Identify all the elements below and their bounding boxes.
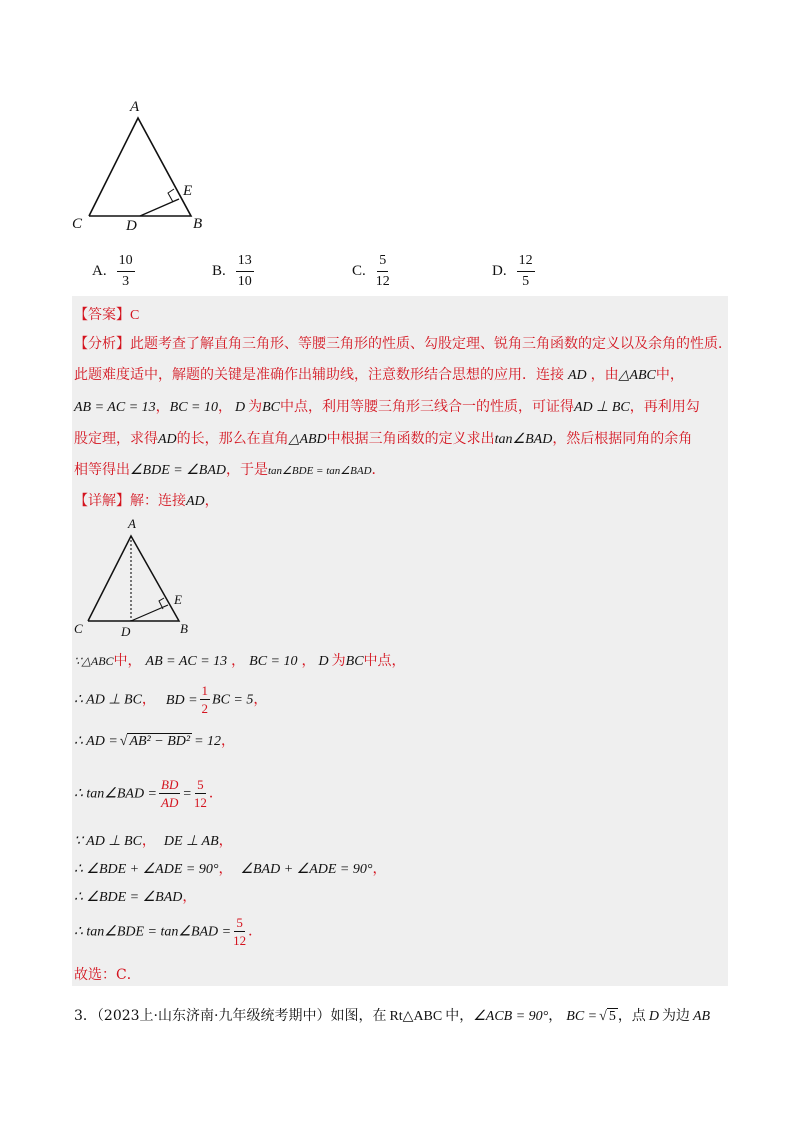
q3-math-2: ∠ACB = 90° [473, 1009, 549, 1024]
analysis-math-2b: AD [568, 368, 587, 383]
step-4-num: BD [161, 777, 179, 792]
option-b-num: 13 [236, 254, 254, 272]
step-2-math-c: BD = [165, 692, 198, 708]
step-4-end: ． [208, 785, 223, 802]
sqrt-sign: √ [119, 734, 128, 749]
step-8-den: 12 [233, 933, 247, 948]
step-2 [74, 684, 267, 715]
conclusion-text: 故选：C． [74, 967, 141, 983]
analysis-line-5 [74, 459, 386, 479]
analysis-tag: 【分析】 [74, 336, 130, 352]
step-7 [74, 886, 196, 906]
step-7-math-a: ∴ ∠BDE = ∠BAD [74, 890, 183, 905]
step-1-math-c: AB = AC = 13 [145, 654, 228, 669]
detail-tag: 【详解】 [74, 493, 130, 509]
q3-text-1: 中， [445, 1008, 474, 1024]
step-2-text-e: ， [253, 691, 268, 708]
option-b-label: B. [212, 263, 226, 279]
step-6-text-d: ， [372, 861, 387, 877]
step-1-math-a: ∵△ABC [74, 654, 114, 668]
detail-intro-math: AD [186, 494, 205, 509]
step-3-text-c: ， [221, 733, 236, 749]
step-2-fraction [200, 684, 211, 715]
q3-number: 3． [74, 1008, 97, 1024]
fig1-label-b: B [193, 216, 203, 232]
option-d[interactable] [492, 254, 535, 289]
analysis-text-5c: ，于是 [225, 462, 268, 478]
triangle-outline [89, 118, 191, 216]
option-a-label: A. [92, 263, 107, 279]
option-d-den: 5 [522, 274, 530, 289]
option-b[interactable] [212, 254, 254, 289]
fig2-label-b: B [180, 621, 188, 636]
analysis-text-4g: ，然后根据同角的余角 [552, 431, 693, 447]
analysis-text-4e: 中根据三角函数的定义求出 [326, 431, 495, 447]
q3-text-4: 为边 [661, 1008, 690, 1024]
analysis-text-2a: 此题难度适中，解题的关键是准确作出辅助线，注意数形结合思想的应用．连接 [74, 367, 564, 383]
q3-sqrt-sign: √ [599, 1009, 607, 1024]
fig2-label-a: A [128, 516, 136, 531]
q3-text-2: ， [548, 1008, 563, 1024]
question-3 [74, 1005, 710, 1025]
analysis-line-1 [74, 333, 732, 353]
analysis-text-3d: ， [217, 399, 232, 415]
option-c-label: C. [352, 263, 366, 279]
fig2-label-d: D [121, 624, 131, 639]
analysis-math-5d: tan∠BDE = tan∠BAD [267, 465, 372, 477]
option-b-fraction [236, 254, 254, 289]
step-7-text-b: ， [182, 889, 197, 905]
option-c[interactable] [352, 254, 390, 289]
step-8 [74, 916, 262, 947]
option-a-den: 3 [122, 274, 130, 289]
step-5-math-c: DE ⊥ AB [163, 834, 219, 849]
step-5-math-a: ∵ AD ⊥ BC [74, 834, 142, 849]
step-2-math-d: BC = 5 [212, 692, 254, 708]
step-4-eq: = [182, 786, 192, 802]
answer-value: C [130, 308, 140, 323]
step-1-text-h: 为 [331, 653, 346, 669]
detail-line [74, 490, 219, 510]
option-c-num: 5 [377, 254, 388, 272]
q3-math-1: Rt△ABC [389, 1009, 443, 1024]
figure-2-triangle [80, 525, 200, 635]
analysis-line-2 [74, 364, 684, 384]
answer-line [74, 304, 139, 324]
step-1-math-e: BC = 10 [249, 654, 298, 669]
q3-math-3: BC = [566, 1009, 598, 1024]
step-5-text-b: ， [141, 833, 156, 849]
step-4 [74, 778, 223, 809]
step-4-den2: 12 [193, 795, 207, 810]
analysis-math-2d: △ABC [618, 368, 656, 383]
right-angle-mark [168, 189, 174, 202]
step-4-fraction-1 [159, 778, 180, 809]
analysis-text-4a: 股定理，求得 [74, 431, 158, 447]
q3-math-4: D [648, 1009, 659, 1024]
step-2-num: 1 [201, 683, 209, 698]
analysis-math-5b: ∠BDE = ∠BAD [130, 463, 226, 478]
analysis-text-3b: ， [155, 399, 170, 415]
step-8-num: 5 [236, 915, 243, 930]
fig1-label-a: A [130, 99, 140, 115]
q3-text-3: ，点 [617, 1008, 646, 1024]
step-5 [74, 830, 233, 850]
analysis-text-3f: 为 [248, 399, 263, 415]
option-c-den: 12 [375, 274, 390, 289]
fig1-label-e: E [183, 183, 193, 199]
analysis-text-1: 此题考查了解直角三角形、等腰三角形的性质、勾股定理、锐角三角函数的定义以及余角的性质． [130, 336, 732, 352]
analysis-text-2c: ，由 [590, 367, 619, 383]
option-a-num: 10 [117, 254, 135, 272]
step-8-fraction [233, 916, 246, 947]
step-3-math-b: = 12 [194, 734, 222, 749]
step-4-fraction-2 [194, 778, 207, 809]
analysis-math-4d: △ABD [288, 432, 327, 447]
step-6 [74, 858, 386, 878]
triangle-outline-2 [88, 536, 179, 621]
step-1-math-g: D [318, 654, 329, 669]
analysis-text-3h: 中点，利用等腰三角形三线合一的性质，可证得 [280, 399, 574, 415]
option-c-fraction [376, 254, 390, 289]
step-1-math-i: BC [345, 654, 364, 669]
step-1-text-f: ， [301, 653, 316, 669]
step-2-math-a: ∴ AD ⊥ BC [74, 692, 142, 708]
step-8-math-a: ∴ tan∠BDE = tan∠BAD = [74, 924, 232, 940]
analysis-math-3g: BC [262, 400, 280, 415]
analysis-math-4b: AD [158, 432, 177, 447]
option-a-fraction [117, 254, 135, 289]
analysis-line-3 [74, 396, 700, 416]
option-d-label: D. [492, 263, 507, 279]
analysis-math-3e: D [234, 400, 246, 415]
q3-source: （2023上·山东济南·九年级统考期中）如图，在 [96, 1008, 387, 1024]
step-6-text-b: ， [218, 861, 233, 877]
fig2-label-e: E [174, 592, 182, 607]
analysis-text-2e: 中， [655, 367, 684, 383]
analysis-math-4f: tan∠BAD [494, 432, 553, 447]
step-6-math-a: ∴ ∠BDE + ∠ADE = 90° [74, 862, 219, 877]
analysis-text-5e: ． [371, 462, 386, 478]
step-3-radicand: AB² − BD² [129, 734, 191, 749]
step-1-text-b: 中， [113, 653, 142, 669]
analysis-line-4 [74, 428, 692, 448]
q3-radicand: 5 [608, 1009, 616, 1024]
step-6-math-c: ∠BAD + ∠ADE = 90° [240, 862, 373, 877]
figure-1-triangle [60, 90, 240, 240]
detail-intro-end: ， [204, 493, 219, 509]
analysis-math-3c: BC = 10 [169, 400, 218, 415]
detail-intro: 解：连接 [130, 493, 186, 509]
analysis-text-4c: 的长，那么在直角 [176, 431, 289, 447]
option-a[interactable] [92, 254, 135, 289]
option-d-fraction [517, 254, 535, 289]
analysis-text-5a: 相等得出 [74, 462, 130, 478]
q3-math-5: AB [692, 1009, 711, 1024]
option-d-num: 12 [517, 254, 535, 272]
fig2-label-c: C [74, 621, 83, 636]
step-3-math-a: ∴ AD = [74, 734, 118, 749]
fig1-label-d: D [126, 218, 137, 234]
answer-tag: 【答案】 [74, 307, 130, 323]
step-2-text-b: ， [141, 691, 156, 708]
step-5-text-d: ， [218, 833, 233, 849]
conclusion-line [74, 964, 141, 984]
step-2-den: 2 [201, 701, 209, 716]
fig1-label-c: C [72, 216, 83, 232]
step-4-math-a: ∴ tan∠BAD = [74, 786, 158, 802]
step-4-den: AD [161, 795, 179, 810]
step-4-num2: 5 [197, 777, 204, 792]
analysis-math-3i: AD ⊥ BC [574, 400, 630, 415]
step-3 [74, 730, 235, 750]
step-1 [74, 650, 406, 670]
step-1-text-j: 中点， [363, 653, 406, 669]
step-8-end: ． [248, 923, 263, 940]
analysis-text-3j: ，再利用勾 [629, 399, 700, 415]
analysis-math-3a: AB = AC = 13 [74, 400, 156, 415]
option-b-den: 10 [237, 274, 252, 289]
step-1-text-d: ， [231, 653, 246, 669]
